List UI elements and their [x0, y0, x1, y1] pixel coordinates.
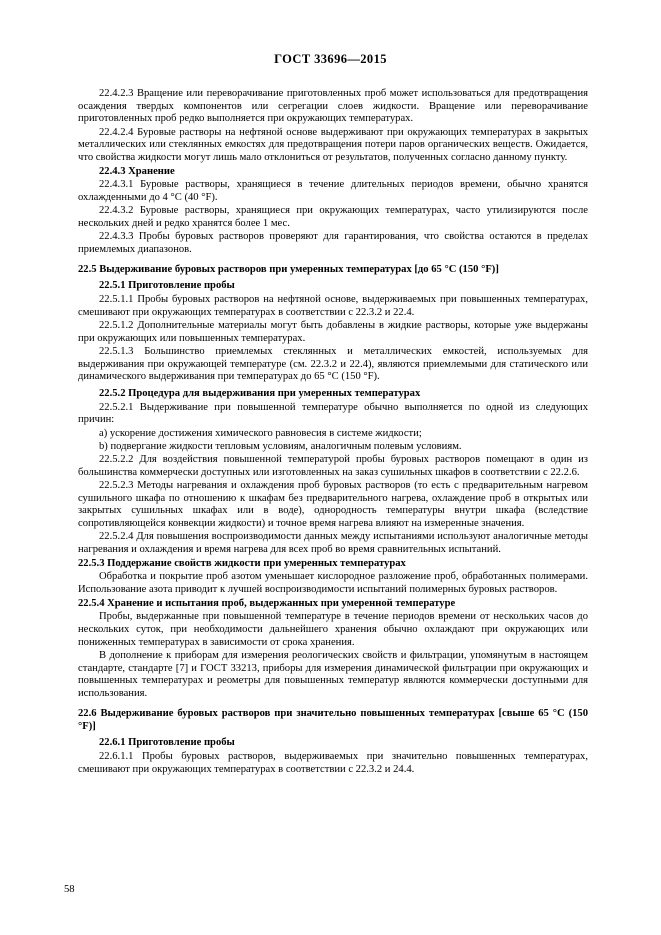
- document-paragraph: 22.6.1 Приготовление пробы: [99, 737, 235, 749]
- document-paragraph: 22.4.3.2 Буровые растворы, хранящиеся при окружающих температурах, часто утилизируются после нескольких дней и редко хранятся более 1 мес.: [78, 205, 588, 230]
- document-paragraph: 22.5.2.1 Выдерживание при повышенной температуре обычно выполняется по одной из следующих причин:: [78, 401, 588, 426]
- page-number: 58: [64, 884, 75, 895]
- document-paragraph: 22.4.3 Хранение: [99, 166, 175, 178]
- document-paragraph: 22.5.3 Поддержание свойств жидкости при умеренных температурах: [78, 558, 406, 570]
- document-paragraph: a) ускорение достижения химического равновесия в системе жидкости;: [99, 427, 422, 439]
- document-paragraph: 22.6 Выдерживание буровых растворов при значительно повышенных температурах [свыше 65 °C (150 °F)]: [78, 707, 588, 732]
- document-paragraph: 22.5.2 Процедура для выдерживания при умеренных температурах: [99, 387, 421, 399]
- document-paragraph: 22.6.1.1 Пробы буровых растворов, выдерживаемых при значительно повышенных температурах, смешивают при окружающих температурах в соответствии с 22.3.2 и 24.4.: [78, 750, 588, 775]
- document-paragraph: 22.5 Выдерживание буровых растворов при умеренных температурах [до 65 °C (150 °F)]: [78, 263, 499, 275]
- document-paragraph: 22.5.1.2 Дополнительные материалы могут быть добавлены в жидкие растворы, которые уже выдержаны при окружающих или повышенных температурах.: [78, 319, 588, 344]
- document-paragraph: 22.5.4 Хранение и испытания проб, выдержанных при умеренной температуре: [78, 598, 456, 610]
- document-paragraph: В дополнение к приборам для измерения реологических свойств и фильтрации, упомянутым в настоящем стандарте, стандарте [7] и ГОСТ 33213, приборы для измерения динамической фильтрации при окружающих и повышенных температурах и реометры для повышенных температур являются коммерчески доступными для использования.: [78, 650, 588, 700]
- page-header: ГОСТ 33696—2015: [274, 52, 387, 66]
- document-paragraph: 22.4.3.1 Буровые растворы, хранящиеся в течение длительных периодов времени, обычно хранятся охлажденными до 4 °C (40 °F).: [78, 179, 588, 204]
- document-paragraph: 22.5.1.1 Пробы буровых растворов на нефтяной основе, выдерживаемых при повышенных температурах, смешивают при окружающих температурах в соответствии с 22.3.2 и 22.4.: [78, 294, 588, 318]
- document-body: [78, 88, 588, 777]
- document-paragraph: 22.4.3.3 Пробы буровых растворов проверяют для гарантирования, что свойства остаются в пределах приемлемых диапазонов.: [78, 231, 588, 255]
- document-paragraph: 22.5.2.3 Методы нагревания и охлаждения проб буровых растворов (то есть с предварительным нагревом сушильного шкафа по отношению к шкафам без предварительного нагрева, охлаждение проб в открытых или закрытых сушильных шкафах или в воде), однородность температуры внутри шкафа (вследствие сопротивляющейся конвекции жидкости) и точное время нагрева влияют на измеренные значения.: [78, 479, 588, 529]
- document-paragraph: 22.5.1 Приготовление пробы: [99, 280, 235, 292]
- document-paragraph: 22.4.2.3 Вращение или переворачивание приготовленных проб может использоваться для предотвращения осаждения твердых компонентов или сегрегации слоев жидкости. Вращение или переворачивание приготовленных проб редко выполняется при окружающих температурах.: [78, 88, 588, 125]
- document-paragraph: 22.5.1.3 Большинство приемлемых стеклянных и металлических емкостей, используемых для выдерживания при окружающей температуре (см. 22.3.2 и 22.4), являются приемлемыми для статического или динамического выдерживания при температурах до 65 °C (150 °F).: [78, 345, 588, 383]
- document-paragraph: 22.5.2.2 Для воздействия повышенной температурой пробы буровых растворов помещают в один из большинства коммерчески доступных или изготовленных на заказ сушильных шкафов в соответствии с 22.2.6.: [78, 453, 588, 478]
- document-paragraph: 22.4.2.4 Буровые растворы на нефтяной основе выдерживают при окружающих температурах в закрытых металлических или стеклянных емкостях для предотвращения потери паров органических веществ. Ожидается, что свойства жидкости могут лишь мало отклониться от результатов, полученных согласно данному пункту.: [78, 126, 588, 164]
- document-paragraph: Обработка и покрытие проб азотом уменьшает кислородное разложение проб, обработанных полимерами. Использование азота приводит к лучшей воспроизводимости испытаний полимерных буровых растворов.: [78, 571, 588, 596]
- document-paragraph: 22.5.2.4 Для повышения воспроизводимости данных между испытаниями используют аналогичные методы нагревания и охлаждения и время нагрева для всех проб во время сравнительных испытаний.: [78, 531, 588, 555]
- document-paragraph: Пробы, выдержанные при повышенной температуре в течение периодов времени от нескольких часов до нескольких суток, при необходимости дальнейшего хранения обычно охлаждают при окружающих или пониженных температурах в зависимости от срока хранения.: [78, 611, 588, 648]
- document-paragraph: b) подвергание жидкости тепловым условиям, аналогичным полевым условиям.: [99, 440, 462, 452]
